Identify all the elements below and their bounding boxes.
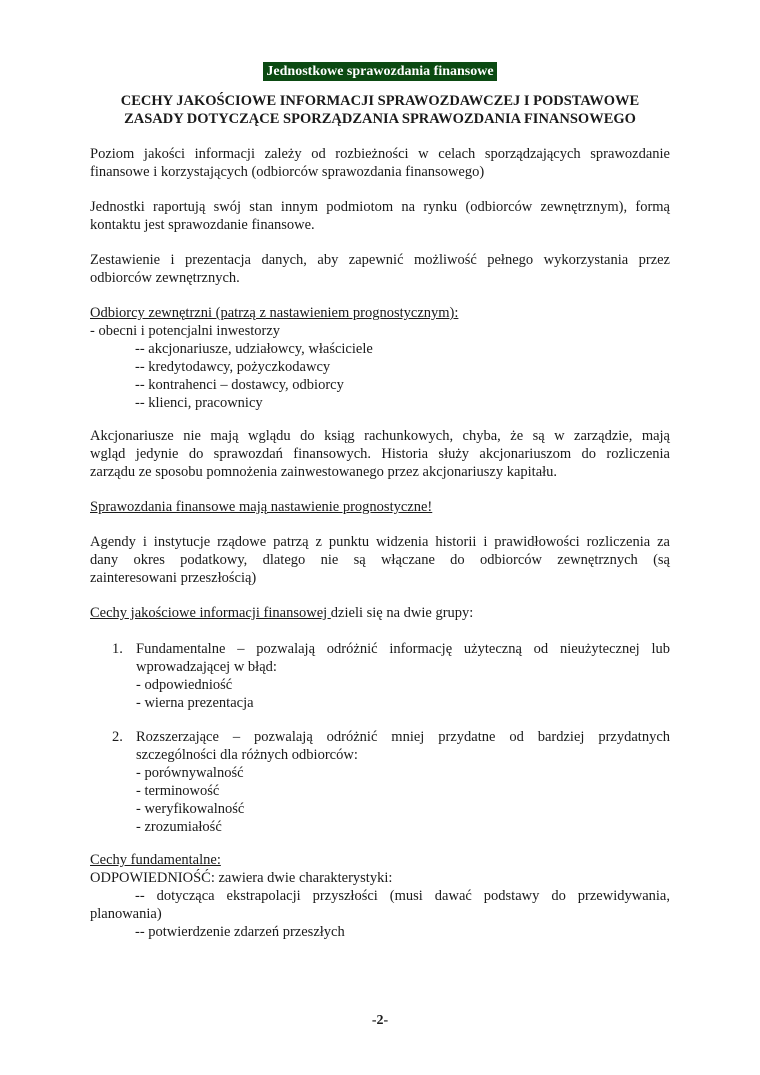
title-line-2: ZASADY DOTYCZĄCE SPORZĄDZANIA SPRAWOZDANIA FINANSOWEGO bbox=[124, 111, 636, 127]
list-item: - zrozumiałość bbox=[136, 819, 222, 835]
list-item: - weryfikowalność bbox=[136, 801, 245, 817]
paragraph-quality-line-2: finansowe i korzystających (odbiorców sprawozdania finansowego) bbox=[90, 164, 485, 180]
external-recipients-section bbox=[90, 304, 670, 412]
group-enhancing-line-1: Rozszerzające – pozwalają odróżnić mniej przydatne od bardziej przydatnych bbox=[136, 729, 670, 745]
paragraph-shareholders-line-3: zarządu ze sposobu pomnożenia zainwestowanego przez akcjonariuszy kapitału. bbox=[90, 464, 558, 480]
group-fundamental bbox=[90, 640, 670, 712]
list-item: -- kontrahenci – dostawcy, odbiorcy bbox=[135, 377, 344, 393]
list-item: - terminowość bbox=[136, 783, 220, 799]
quality-groups-intro-underlined: Cechy jakościowe informacji finansowej bbox=[90, 605, 331, 621]
paragraph-quality bbox=[90, 145, 670, 181]
paragraph-presentation-line-2: odbiorców zewnętrznych. bbox=[90, 270, 240, 286]
paragraph-government bbox=[90, 533, 670, 587]
paragraph-government-line-2: dany okres podatkowy, dlatego nie są włączane do odbiorców zewnętrznych (są bbox=[90, 552, 670, 568]
list-item: - odpowiedniość bbox=[136, 677, 233, 693]
header-bar bbox=[0, 62, 760, 81]
group-enhancing bbox=[90, 728, 670, 836]
fundamental-features-section bbox=[90, 851, 670, 941]
relevance-item-2: -- potwierdzenie zdarzeń przeszłych bbox=[135, 924, 345, 940]
paragraph-reporting-line-1: Jednostki raportują swój stan innym podmiotom na rynku (odbiorców zewnętrznym), formą bbox=[90, 199, 670, 215]
title-line-1: CECHY JAKOŚCIOWE INFORMACJI SPRAWOZDAWCZEJ I PODSTAWOWE bbox=[120, 93, 640, 109]
quality-groups-intro-rest: dzieli się na dwie grupy: bbox=[330, 605, 474, 621]
page-number: -2- bbox=[371, 1013, 389, 1028]
list-item: -- kredytodawcy, pożyczkodawcy bbox=[135, 359, 331, 375]
forecast-note: Sprawozdania finansowe mają nastawienie prognostyczne! bbox=[90, 499, 433, 515]
group-number: 2. bbox=[112, 729, 123, 745]
paragraph-government-line-1: Agendy i instytucje rządowe patrzą z punktu widzenia historii i prawidłowości rozliczenia za bbox=[90, 534, 670, 550]
document-title bbox=[60, 92, 700, 128]
paragraph-presentation bbox=[90, 251, 670, 287]
external-recipients-top-item: - obecni i potencjalni inwestorzy bbox=[90, 323, 281, 339]
group-enhancing-line-2: szczególności dla różnych odbiorców: bbox=[136, 747, 358, 763]
list-item: -- akcjonariusze, udziałowcy, właściciele bbox=[135, 341, 373, 357]
list-item: - porównywalność bbox=[136, 765, 244, 781]
paragraph-shareholders bbox=[90, 427, 670, 481]
list-item: -- klienci, pracownicy bbox=[135, 395, 263, 411]
paragraph-reporting bbox=[90, 198, 670, 234]
list-item: - wierna prezentacja bbox=[136, 695, 254, 711]
paragraph-reporting-line-2: kontaktu jest sprawozdanie finansowe. bbox=[90, 217, 315, 233]
paragraph-quality-line-1: Poziom jakości informacji zależy od rozbieżności w celach sporządzających sprawozdanie bbox=[90, 146, 670, 162]
fundamental-features-heading: Cechy fundamentalne: bbox=[90, 852, 221, 868]
section-header-label: Jednostkowe sprawozdania finansowe bbox=[263, 62, 496, 81]
group-fundamental-line-1: Fundamentalne – pozwalają odróżnić informację użyteczną od nieużytecznej lub bbox=[136, 641, 670, 657]
relevance-line: ODPOWIEDNIOŚĆ: zawiera dwie charakterystyki: bbox=[90, 870, 393, 886]
paragraph-government-line-3: zainteresowani przeszłością) bbox=[90, 570, 257, 586]
paragraph-shareholders-line-2: wgląd jedynie do sprawozdań finansowych. Historia służy akcjonariuszom do rozliczenia bbox=[90, 446, 670, 462]
relevance-item-1-line-2: planowania) bbox=[90, 906, 162, 922]
external-recipients-heading: Odbiorcy zewnętrzni (patrzą z nastawieniem prognostycznym): bbox=[90, 305, 459, 321]
quality-groups-intro bbox=[90, 604, 670, 622]
group-number: 1. bbox=[112, 641, 123, 657]
relevance-item-1-line-1: -- dotycząca ekstrapolacji przyszłości (musi dawać podstawy do przewidywania, bbox=[135, 888, 670, 904]
paragraph-presentation-line-1: Zestawienie i prezentacja danych, aby zapewnić możliwość pełnego wykorzystania przez bbox=[90, 252, 670, 268]
paragraph-shareholders-line-1: Akcjonariusze nie mają wglądu do ksiąg rachunkowych, chyba, że są w zarządzie, mają bbox=[90, 428, 670, 444]
group-fundamental-line-2: wprowadzającej w błąd: bbox=[136, 659, 277, 675]
